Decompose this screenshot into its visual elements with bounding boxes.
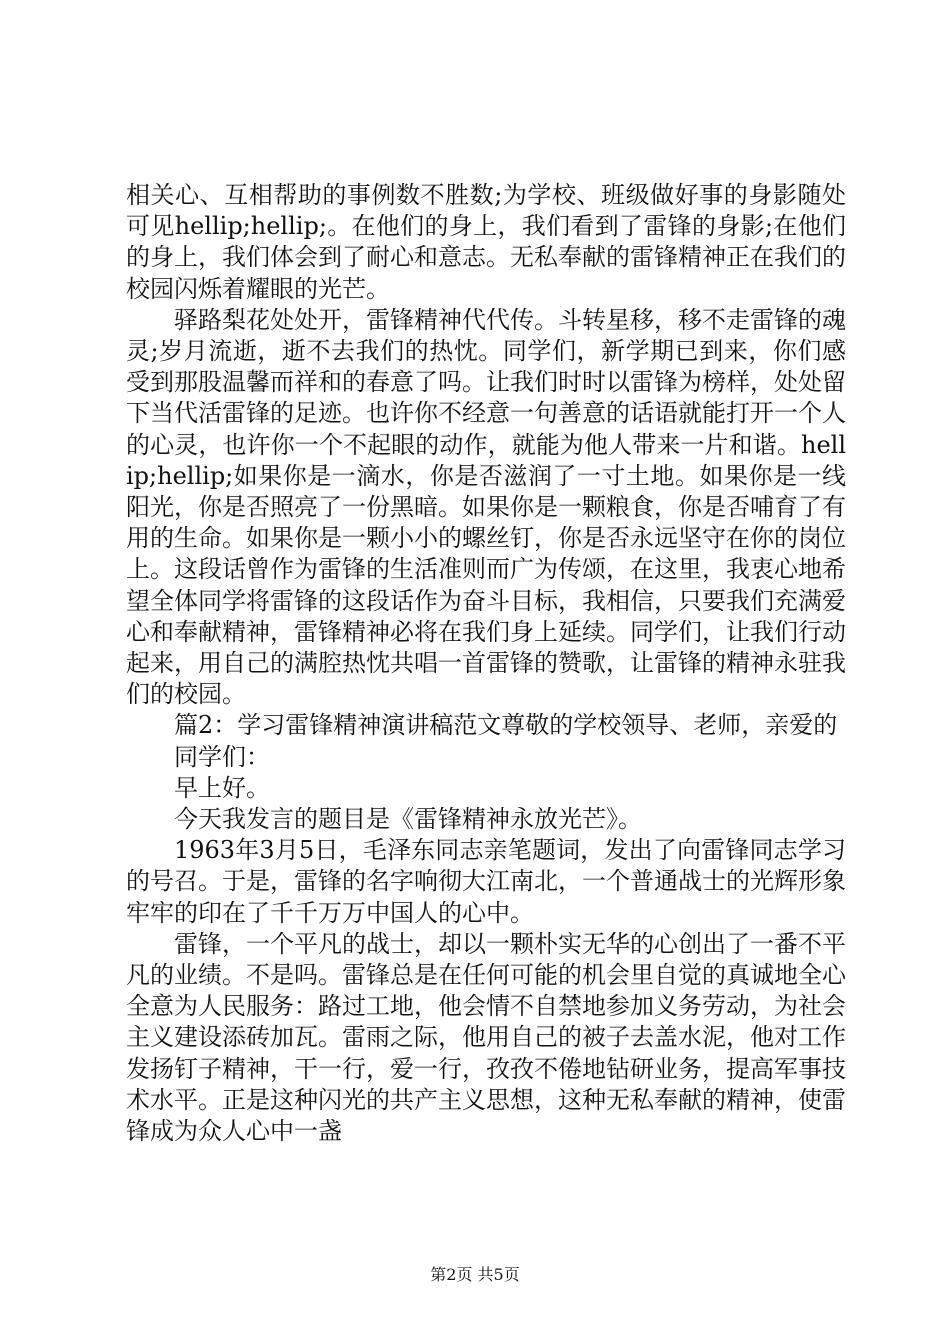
paragraph-5-greeting: 早上好。 xyxy=(174,773,270,802)
paragraph-8: 雷锋，一个平凡的战士，却以一颗朴实无华的心创出了一番不平凡的业绩。不是吗。雷锋总是在任何可能的机会里自觉的真诚地全心全意为人民服务：路过工地，他会情不自禁地参加义务劳动，为社会主义建设添砖加瓦。雷雨之际，他用自己的被子去盖水泥，他对工作发扬钉子精神，干一行，爱一行，孜孜不倦地钻研业务，提高军事技术水平。正是这种闪光的共产主义思想，这种无私奉献的精神，使雷锋成为众人心中一盏 xyxy=(126,929,846,1146)
paragraph-7: 1963年3月5日，毛泽东同志亲笔题词，发出了向雷锋同志学习的号召。于是，雷锋的名字响彻大江南北，一个普通战士的光辉形象牢牢的印在了千千万万中国人的心中。 xyxy=(126,836,846,927)
document-body xyxy=(126,180,846,1147)
paragraph-4-salutation: 同学们： xyxy=(174,742,270,771)
paragraph-6-topic: 今天我发言的题目是《雷锋精神永放光芒》。 xyxy=(174,805,642,834)
paragraph-2: 驿路梨花处处开，雷锋精神代代传。斗转星移，移不走雷锋的魂灵;岁月流逝，逝不去我们的热忱。同学们，新学期已到来，你们感受到那股温馨而祥和的春意了吗。让我们时时以雷锋为榜样，处处留下当代活雷锋的足迹。也许你不经意一句善意的话语就能打开一个人的心灵，也许你一个不起眼的动作，就能为他人带来一片和谐。hellip;hellip;如果你是一滴水，你是否滋润了一寸土地。如果你是一线阳光，你是否照亮了一份黑暗。如果你是一颗粮食，你是否哺育了有用的生命。如果你是一颗小小的螺丝钉，你是否永远坚守在你的岗位上。这段话曾作为雷锋的生活准则而广为传颂，在这里，我衷心地希望全体同学将雷锋的这段话作为奋斗目标，我相信，只要我们充满爱心和奉献精神，雷锋精神必将在我们身上延续。同学们，让我们行动起来，用自己的满腔热忱共唱一首雷锋的赞歌，让雷锋的精神永驻我们的校园。 xyxy=(126,305,846,709)
paragraph-1: 相关心、互相帮助的事例数不胜数;为学校、班级做好事的身影随处可见hellip;hellip;。在他们的身上，我们看到了雷锋的身影;在他们的身上，我们体会到了耐心和意志。无私奉献的雷锋精神正在我们的校园闪烁着耀眼的光芒。 xyxy=(126,181,846,303)
paragraph-3-heading: 篇2：学习雷锋精神演讲稿范文尊敬的学校领导、老师，亲爱的 xyxy=(174,711,838,740)
page-number-footer: 第2页 共5页 xyxy=(430,1265,520,1284)
